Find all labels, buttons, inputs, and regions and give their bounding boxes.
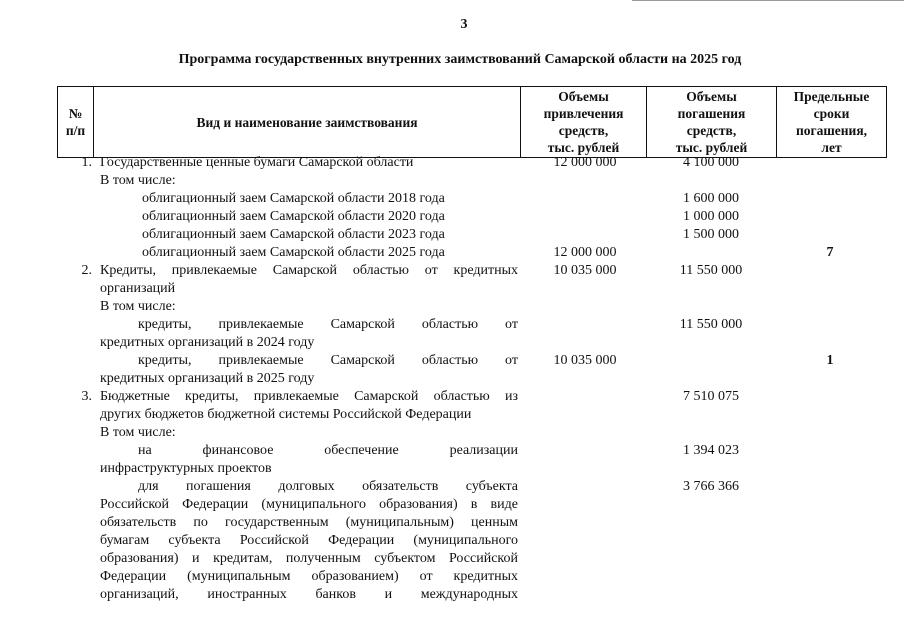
row-attract-amount: 10 035 000 [553, 263, 617, 278]
row-name: облигационный заем Самарской области 2023 года [142, 227, 445, 242]
row-name: обязательств по государственным (муниципальным) ценным [100, 515, 518, 530]
row-repay-amount: 11 550 000 [679, 263, 743, 278]
row-number: 2. [81, 263, 92, 278]
header-term-line: Предельные [793, 89, 870, 104]
page-number: 3 [460, 17, 468, 32]
header-term-line: сроки [813, 106, 850, 121]
table-row [0, 190, 904, 208]
row-name: В том числе: [100, 173, 176, 188]
row-name: кредиты, привлекаемые Самарской областью от [138, 317, 518, 332]
header-num-line: № [68, 106, 83, 121]
row-name: Федерации (муниципальным образованием) от кредитных [100, 569, 518, 584]
row-attract-amount: 12 000 000 [553, 245, 617, 260]
row-name: Кредиты, привлекаемые Самарской областью от кредитных [100, 263, 518, 278]
table-header [57, 86, 887, 158]
row-name: В том числе: [100, 425, 176, 440]
table-row [0, 370, 904, 388]
table-row [0, 172, 904, 190]
row-repay-amount: 1 000 000 [683, 209, 739, 224]
row-attract-amount: 10 035 000 [553, 353, 617, 368]
row-repay-amount: 7 510 075 [683, 389, 739, 404]
table-row [0, 496, 904, 514]
header-repay-line: средств, [686, 123, 737, 138]
row-name: Бюджетные кредиты, привлекаемые Самарской областью из [100, 389, 518, 404]
table-row [0, 388, 904, 406]
header-attract-line: Объемы [558, 89, 609, 104]
row-name: на финансовое обеспечение реализации [138, 443, 518, 458]
table-row [0, 280, 904, 298]
table-row [0, 208, 904, 226]
row-name: В том числе: [100, 299, 176, 314]
row-name: организаций, иностранных банков и международных [100, 587, 518, 602]
table-row [0, 298, 904, 316]
table-row [0, 460, 904, 478]
table-row [0, 154, 904, 172]
table-row [0, 550, 904, 568]
table-row [0, 514, 904, 532]
header-name [93, 87, 520, 157]
row-repay-amount: 4 100 000 [683, 155, 739, 170]
header-repay-line: Объемы [686, 89, 737, 104]
row-name: кредитных организаций в 2025 году [100, 371, 315, 386]
table-row [0, 352, 904, 370]
header-term [776, 87, 887, 157]
header-repay-line: погашения [677, 106, 746, 121]
header-term-line: лет [821, 140, 842, 155]
header-attract-line: тыс. рублей [547, 140, 620, 155]
row-term: 7 [826, 245, 834, 260]
row-repay-amount: 1 600 000 [683, 191, 739, 206]
row-name: облигационный заем Самарской области 2025 года [142, 245, 445, 260]
row-number: 1. [81, 155, 92, 170]
table-row [0, 532, 904, 550]
row-name: кредитных организаций в 2024 году [100, 335, 315, 350]
table-row [0, 568, 904, 586]
row-name: бумагам субъекта Российской Федерации (муниципального [100, 533, 518, 548]
table-row [0, 316, 904, 334]
row-name: для погашения долговых обязательств субъекта [138, 479, 518, 494]
table-row [0, 406, 904, 424]
header-num [57, 87, 93, 157]
row-attract-amount: 12 000 000 [553, 155, 617, 170]
row-name: образования) и кредитам, полученным субъектом Российской [100, 551, 518, 566]
header-attract-line: средств, [558, 123, 609, 138]
table-row [0, 424, 904, 442]
row-repay-amount: 11 550 000 [679, 317, 743, 332]
row-term: 1 [826, 353, 834, 368]
header-repay-line: тыс. рублей [675, 140, 748, 155]
row-name: инфраструктурных проектов [100, 461, 272, 476]
row-name: Российской Федерации (муниципального образования) в виде [100, 497, 518, 512]
table-row [0, 262, 904, 280]
header-term-line: погашения, [795, 123, 868, 138]
row-name: Государственные ценные бумаги Самарской области [100, 155, 414, 170]
table-row [0, 478, 904, 496]
row-name: кредиты, привлекаемые Самарской областью от [138, 353, 518, 368]
scan-edge-line [632, 0, 904, 1]
header-name-text: Вид и наименование заимствования [196, 114, 418, 130]
header-num-line: п/п [65, 123, 86, 138]
table-row [0, 226, 904, 244]
header-repay [646, 87, 776, 157]
header-attract-line: привлечения [543, 106, 624, 121]
row-repay-amount: 1 500 000 [683, 227, 739, 242]
header-attract [520, 87, 646, 157]
table-row [0, 334, 904, 352]
row-repay-amount: 3 766 366 [683, 479, 739, 494]
row-name: организаций [100, 281, 176, 296]
row-number: 3. [81, 389, 92, 404]
row-name: других бюджетов бюджетной системы Российской Федерации [100, 407, 472, 422]
document-title: Программа государственных внутренних заимствований Самарской области на 2025 год [178, 52, 742, 67]
table-row [0, 586, 904, 604]
table-row [0, 442, 904, 460]
table-row [0, 244, 904, 262]
row-repay-amount: 1 394 023 [683, 443, 739, 458]
row-name: облигационный заем Самарской области 2020 года [142, 209, 445, 224]
row-name: облигационный заем Самарской области 2018 года [142, 191, 445, 206]
